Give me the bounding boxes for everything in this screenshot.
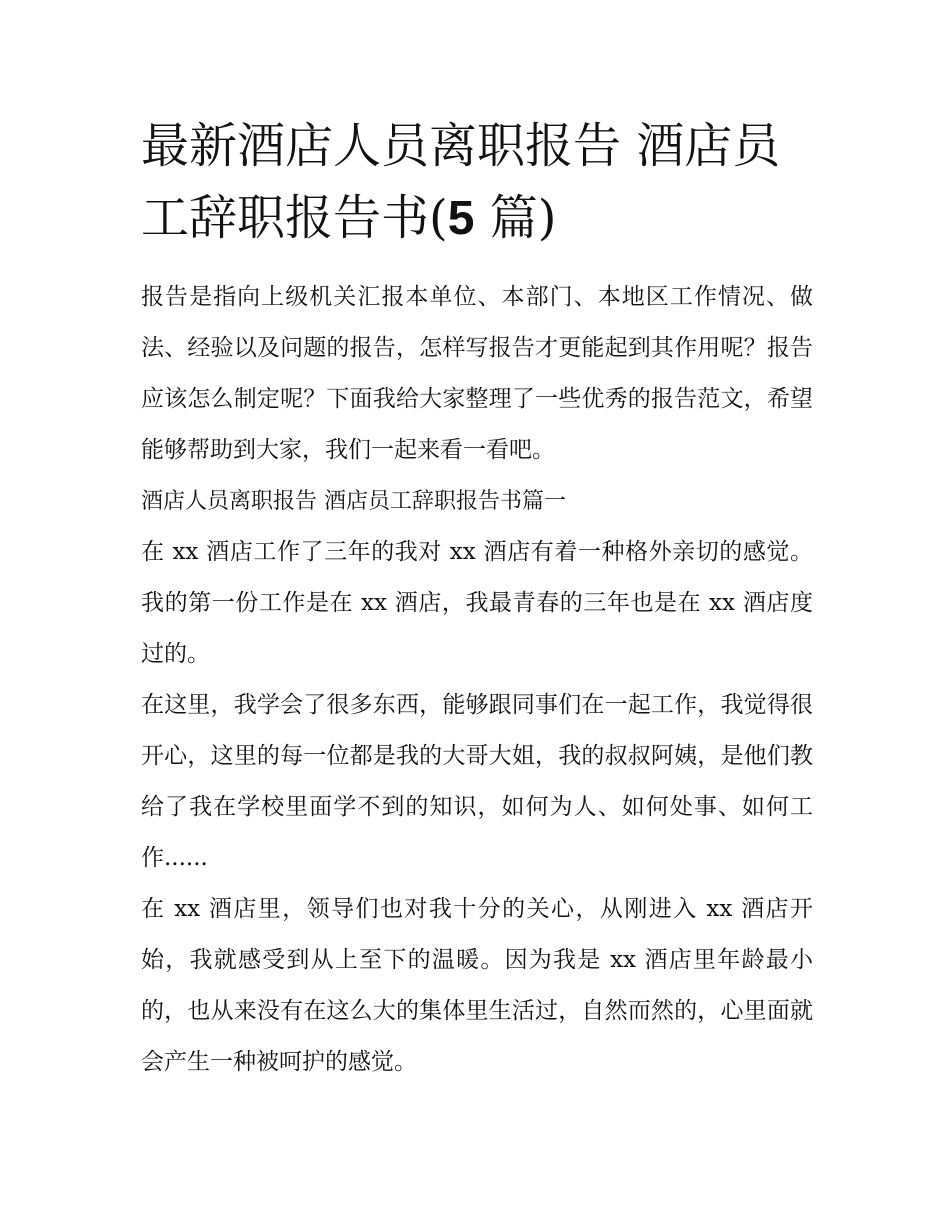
document-body	[141, 272, 813, 1088]
body-paragraph: 在这里，我学会了很多东西，能够跟同事们在一起工作，我觉得很开心，这里的每一位都是我的大哥大姐，我的叔叔阿姨，是他们教给了我在学校里面学不到的知识，如何为人、如何处事、如何工作......	[141, 692, 813, 871]
section-heading: 酒店人员离职报告 酒店员工辞职报告书篇一	[141, 489, 566, 514]
title-main-text: 最新酒店人员离职报告 酒店员工辞职报告书(	[141, 118, 781, 246]
body-paragraph: 在 xx 酒店工作了三年的我对 xx 酒店有着一种格外亲切的感觉。我的第一份工作是在 xx 酒店，我最青春的三年也是在 xx 酒店度过的。	[141, 539, 813, 667]
title-count-number: 5	[447, 192, 475, 245]
document-title	[141, 110, 813, 255]
body-paragraph: 在 xx 酒店里，领导们也对我十分的关心，从刚进入 xx 酒店开始，我就感受到从上至下的温暖。因为我是 xx 酒店里年龄最小的，也从来没有在这么大的集体里生活过，自然而然的，心里面就会产生一种被呵护的感觉。	[141, 896, 813, 1075]
document-content	[141, 110, 813, 1088]
intro-paragraph: 报告是指向上级机关汇报本单位、本部门、本地区工作情况、做法、经验以及问题的报告，怎样写报告才更能起到其作用呢？报告应该怎么制定呢？下面我给大家整理了一些优秀的报告范文，希望能够帮助到大家，我们一起来看一看吧。	[141, 284, 813, 463]
title-tail-text: 篇)	[474, 190, 557, 246]
